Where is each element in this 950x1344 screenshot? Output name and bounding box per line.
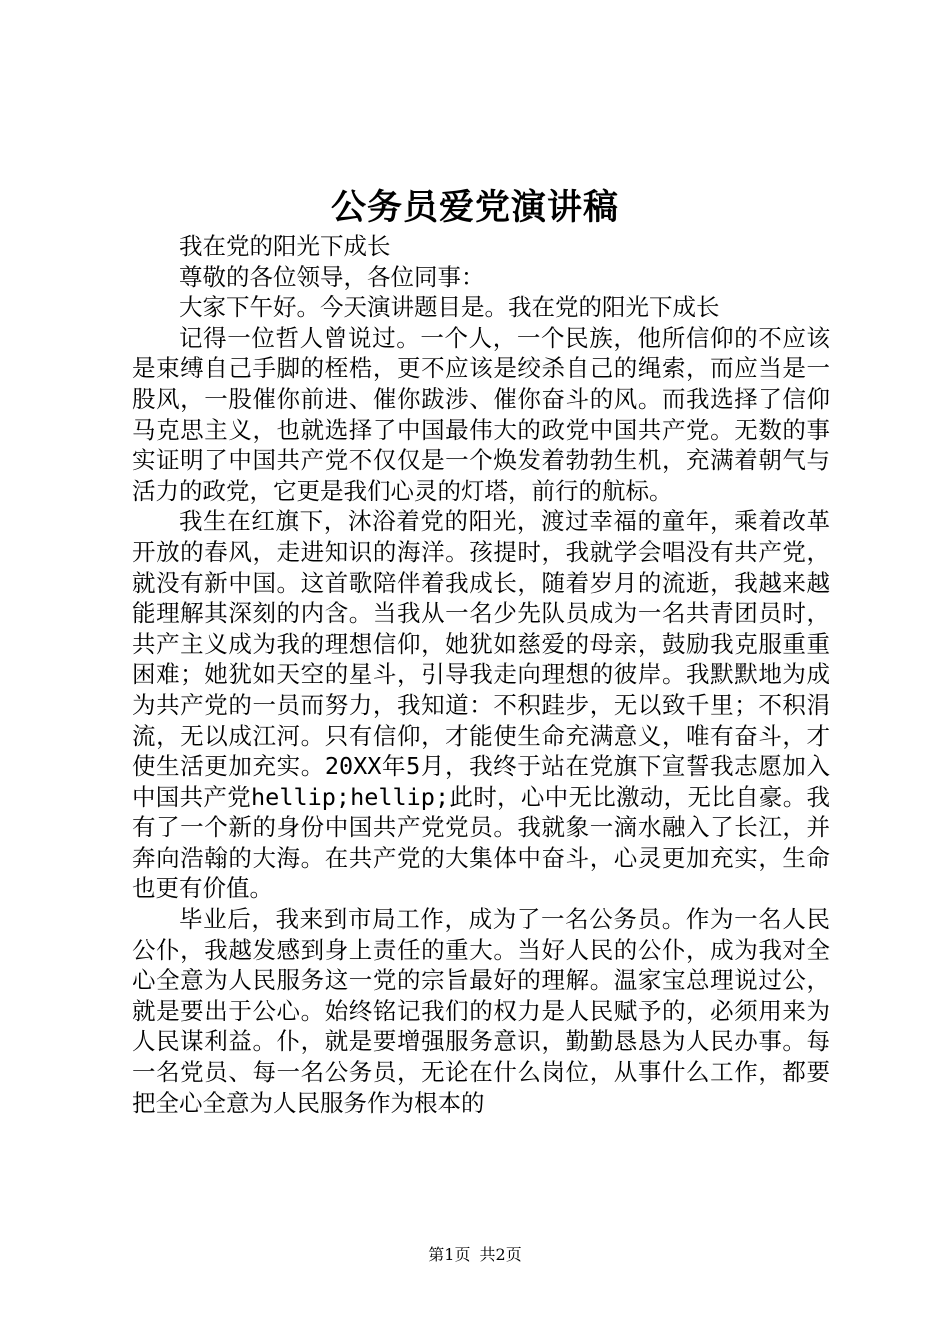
paragraph-subtitle: 我在党的阳光下成长 bbox=[179, 232, 391, 260]
document-title: 公务员爱党演讲稿 bbox=[330, 187, 619, 228]
paragraph-body-2: 我生在红旗下，沐浴着党的阳光，渡过幸福的童年，乘着改革开放的春风，走进知识的海洋。孩提时，我就学会唱没有共产党，就没有新中国。这首歌陪伴着我成长，随着岁月的流逝，我越来越能理解其深刻的内含。当我从一名少先队员成为一名共青团员时，共产主义成为我的理想信仰，她犹如慈爱的母亲，鼓励我克服重重困难；她犹如天空的星斗，引导我走向理想的彼岸。我默默地为成为共产党的一员而努力，我知道：不积跬步，无以致千里；不积涓流，无以成江河。只有信仰，才能使生命充满意义，唯有奋斗，才使生活更加充实。20XX年5月，我终于站在党旗下宣誓我志愿加入中国共产党hellip;hellip;此时，心中无比激动，无比自豪。我有了一个新的身份中国共产党党员。我就象一滴水融入了长江，并奔向浩翰的大海。在共产党的大集体中奋斗，心灵更加充实，生命也更有价值。 bbox=[132, 507, 830, 903]
page-number: 第1页 bbox=[428, 1245, 471, 1264]
page-footer bbox=[0, 1244, 950, 1266]
paragraph-salutation: 尊敬的各位领导，各位同事： bbox=[179, 262, 485, 291]
paragraph-body-1: 记得一位哲人曾说过。一个人，一个民族，他所信仰的不应该是束缚自己手脚的桎梏，更不应该是绞杀自己的绳索，而应当是一股风，一股催你前进、催你跋涉、催你奋斗的风。而我选择了信仰马克思主义，也就选择了中国最伟大的政党中国共产党。无数的事实证明了中国共产党不仅仅是一个焕发着勃勃生机，充满着朝气与活力的政党，它更是我们心灵的灯塔，前行的航标。 bbox=[132, 323, 830, 505]
paragraph-body-3: 毕业后，我来到市局工作，成为了一名公务员。作为一名人民公仆，我越发感到身上责任的重大。当好人民的公仆，成为我对全心全意为人民服务这一党的宗旨最好的理解。温家宝总理说过公，就是要出于公心。始终铭记我们的权力是人民赋予的，必须用来为人民谋利益。仆，就是要增强服务意识，勤勤恳恳为人民办事。每一名党员、每一名公务员，无论在什么岗位，从事什么工作，都要把全心全意为人民服务作为根本的 bbox=[132, 905, 830, 1117]
page-total: 共2页 bbox=[479, 1245, 522, 1264]
paragraph-greeting: 大家下午好。今天演讲题目是。我在党的阳光下成长 bbox=[179, 293, 720, 322]
document-body bbox=[132, 231, 830, 1118]
